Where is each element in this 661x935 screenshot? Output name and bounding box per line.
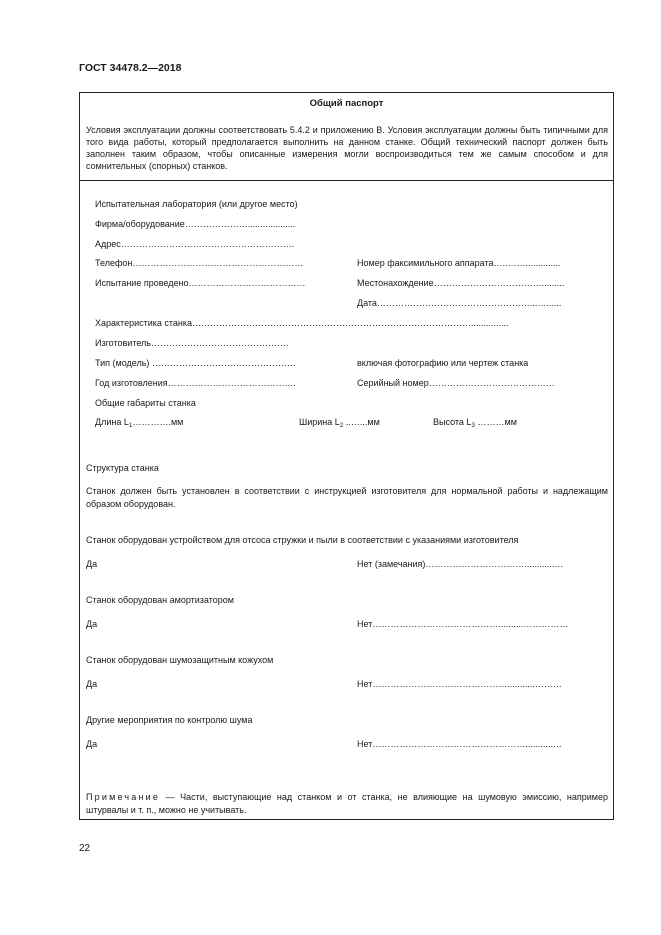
form-intro: Условия эксплуатации должны соответствовать 5.4.2 и приложению В. Условия эксплуатации должны быть типичными для того вида работы, который предполагается выполнить на данном станке. Общий технический паспорт должен быть заполнен таким образом, чтобы описанные измерения могли воспроизводиться тем же самым способом и для сомнительных (спорных) станков. — [86, 125, 608, 171]
answer-yes: Да — [86, 619, 98, 629]
answer-no: Нет………………………………………...........……… — [357, 679, 562, 689]
structure-title: Структура станка — [86, 463, 159, 473]
lab-field: Испытательная лаборатория (или другое место) — [95, 199, 298, 209]
length-field: Длина $L_1\dots\dots\dots\dots.мм$ — [95, 417, 184, 429]
address-field: Адрес…………………………………………………. — [95, 239, 295, 249]
test-by-field: Испытание проведено………………………………… — [95, 278, 306, 288]
machine-characteristic-field: Характеристика станка…………………………………………………………………………………............... — [95, 318, 509, 328]
answer-yes: Да — [86, 559, 98, 569]
question-other-measures: Другие мероприятия по контролю шума — [86, 715, 253, 725]
year-field: Год изготовления………………………………….… — [95, 378, 297, 388]
question-damper: Станок оборудован амортизатором — [86, 595, 234, 605]
firm-field: Фирма/оборудование…………………................... — [95, 219, 296, 229]
fax-field: Номер факсимильного аппарата…..…….............. — [357, 258, 561, 268]
answer-yes: Да — [86, 739, 98, 749]
dimensions-title: Общие габариты станка — [95, 398, 196, 408]
question-dust-extraction: Станок оборудован устройством для отсоса стружки и пыли в соответствии с указаниями изготовителя — [86, 535, 519, 545]
answer-no: Нет……………………………………..........…………… — [357, 619, 569, 629]
note-label: Примечание — [86, 792, 161, 802]
note-text: — Части, выступающие над станком и от станка, не влияющие на шумовую эмиссию, например штурвалы и т. п., можно не учитывать. — [86, 792, 608, 815]
form-note — [86, 791, 608, 816]
answer-no: Нет (замечания)……………………………............… — [357, 559, 564, 569]
date-field: Дата……………………………………………...…...... — [357, 298, 562, 308]
height-field: Высота $L_3$ ………мм — [433, 417, 517, 429]
photo-note: включая фотографию или чертеж станка — [357, 358, 529, 368]
passport-form — [79, 92, 614, 820]
answer-no: Нет……………………………………………...........… — [357, 739, 562, 749]
location-field: Местонахождение………………………………......... — [357, 278, 565, 288]
form-title: Общий паспорт — [309, 98, 384, 109]
standard-number: ГОСТ 34478.2—2018 — [79, 62, 182, 74]
phone-field: Телефон………………………………………………… — [95, 258, 304, 268]
answer-yes: Да — [86, 679, 98, 689]
serial-field: Серийный номер…………………………………… — [357, 378, 555, 388]
width-field: Ширина $L_2$ ..…...мм — [299, 417, 380, 429]
structure-text: Станок должен быть установлен в соответствии с инструкцией изготовителя для нормальной работы и надлежащим образом оборудован. — [86, 486, 608, 509]
manufacturer-field: Изготовитель………………………………………. — [95, 338, 289, 348]
section-divider — [80, 180, 613, 181]
page-number: 22 — [79, 843, 91, 854]
question-noise-enclosure: Станок оборудован шумозащитным кожухом — [86, 655, 274, 665]
type-model-field: Тип (модель) ………………………………………… — [95, 358, 296, 368]
